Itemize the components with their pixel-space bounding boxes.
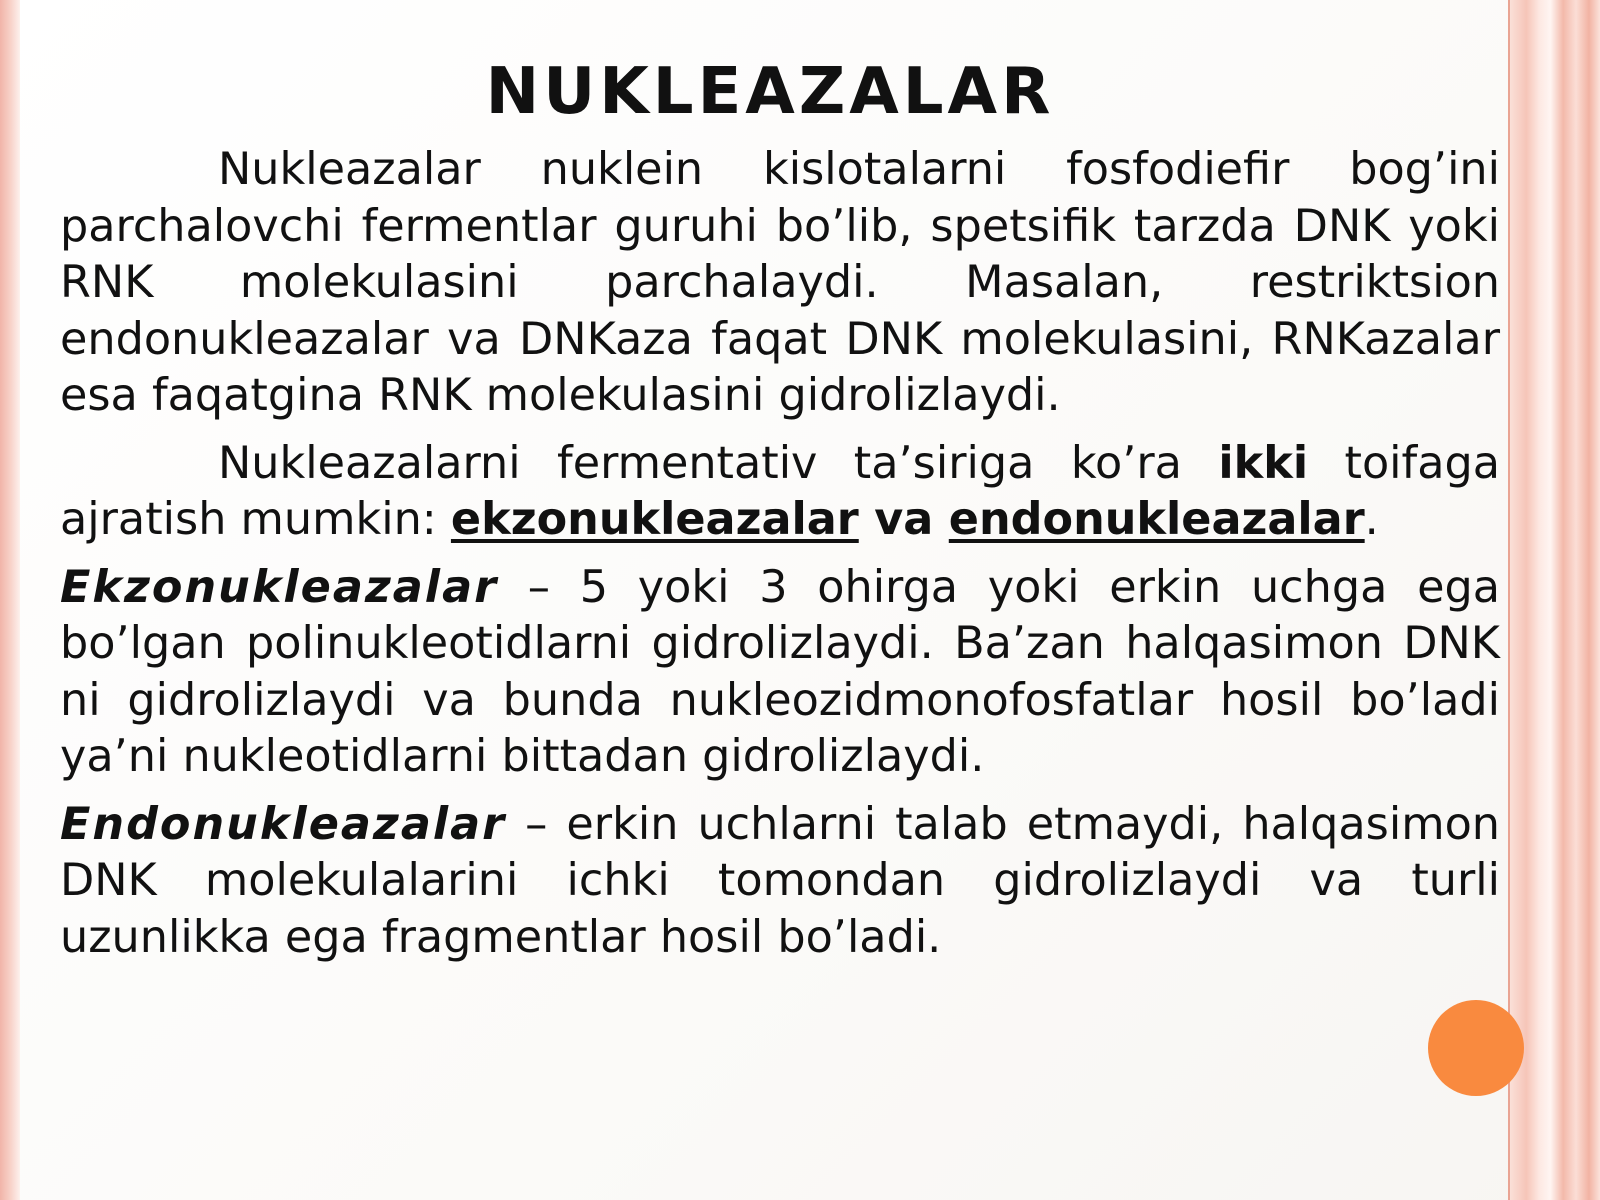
slide-title: NUKLEAZALAR [485,55,1055,129]
orange-circle-decoration [1428,1000,1524,1096]
paragraph-definition: Nukleazalar nuklein kislotalarni fosfodiefir bog’ini parchalovchi fermentlar guruhi bo’lib, spetsifik tarzda DNK yoki RNK molekulasini parchalaydi. Masalan, restriktsion endonukleazalar va DNKaza faqat DNK molekulasini, RNKazalar esa faqatgina RNK molekulasini gidrolizlaydi. [60,144,1500,421]
term-endonucleases-underlined: endonukleazalar [948,494,1365,545]
exonucleases-term: Ekzonukleazalar [60,561,499,613]
classification-conjunction: va [858,494,949,545]
endonucleases-term: Endonukleazalar [60,798,507,850]
classification-text-before: Nukleazalarni fermentativ ta’siriga ko’ra [218,437,1219,489]
left-border-decoration [0,0,20,1200]
classification-end: . [1364,494,1379,545]
paragraph-classification [60,436,1500,549]
classification-text-middle: toifaga ajratish mumkin: [60,437,1500,545]
endonucleases-description: – erkin uchlarni talab etmaydi, halqasimon DNK molekulalarini ichki tomondan gidrolizlaydi va turli uzunlikka ega fragmentlar hosil bo’ladi. [60,798,1500,963]
slide-body [60,142,1500,977]
right-border-decoration [1508,0,1600,1200]
classification-emphasis: ikki [1218,437,1309,489]
term-exonucleases-underlined: ekzonukleazalar [450,494,859,545]
paragraph-exonucleases [60,560,1500,786]
paragraph-endonucleases [60,797,1500,967]
exonucleases-description: – 5 yoki 3 ohirga yoki erkin uchga ega bo’lgan polinukleotidlarni gidrolizlaydi. Ba’zan halqasimon DNK ni gidrolizlaydi va bunda nukleozidmonofosfatlar hosil bo’ladi ya’ni nukleotidlarni bittadan gidrolizlaydi. [60,561,1500,782]
